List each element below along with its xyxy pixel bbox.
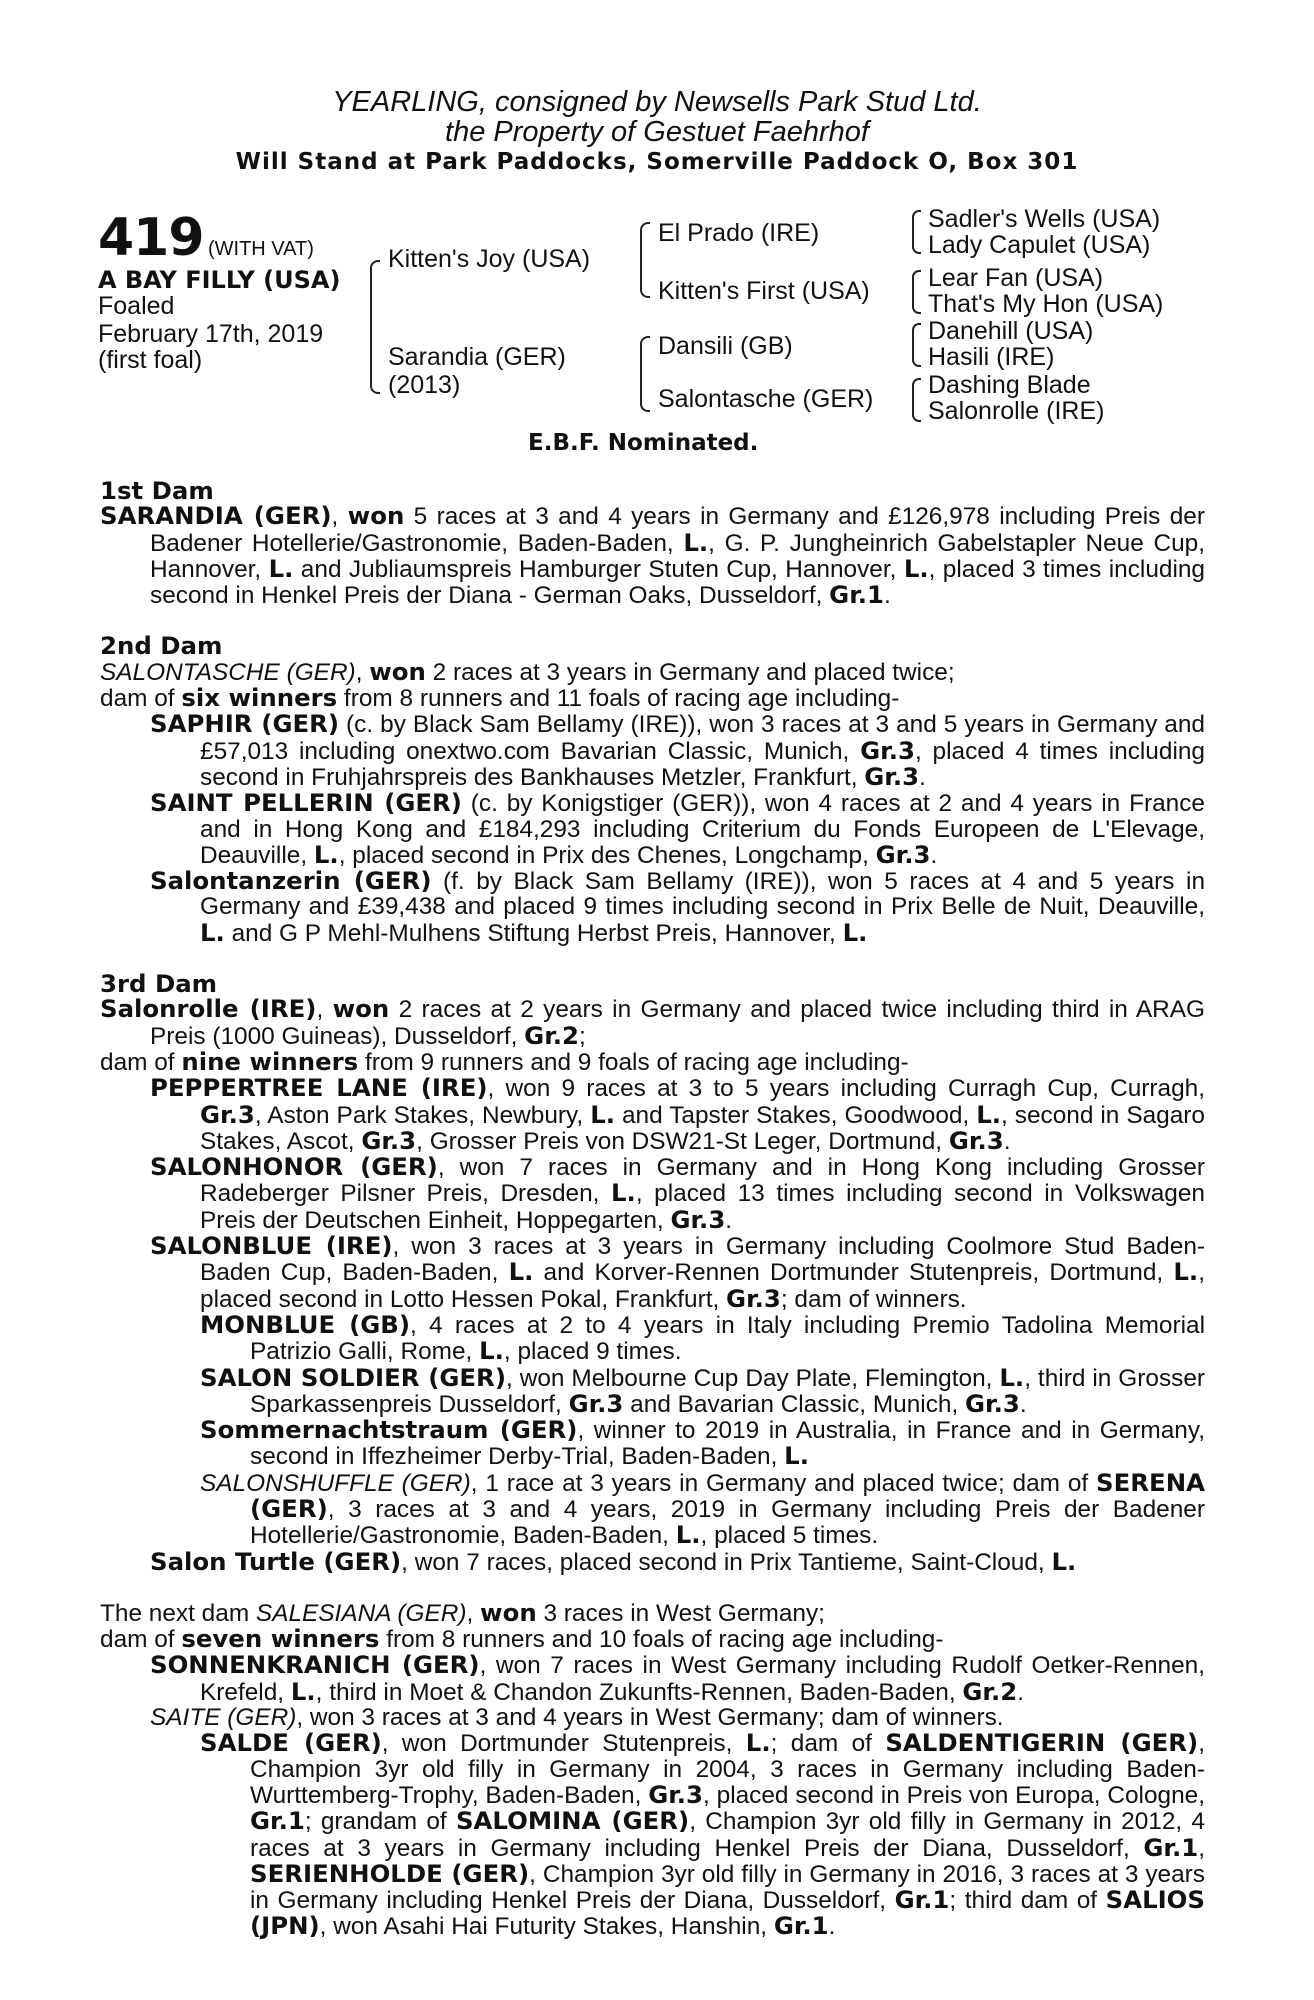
section-heading-3rd-dam: 3rd Dam bbox=[100, 969, 218, 999]
bold-run: Gr.3 bbox=[361, 1125, 417, 1155]
text-run: The next dam bbox=[100, 1599, 256, 1627]
bold-run: Gr.2 bbox=[524, 1020, 579, 1050]
text-run: ; dam of winners. bbox=[780, 1285, 967, 1313]
dsd: Hasili (IRE) bbox=[928, 343, 1055, 371]
text-run: 2 races at 2 years in Germany and placed twice including third in ARAG Preis (1000 Guineas), Dusseldorf, bbox=[150, 996, 1205, 1050]
bold-run: L. bbox=[683, 527, 709, 557]
bold-run: Salon Turtle (GER) bbox=[150, 1546, 402, 1576]
text-run: , placed second in Prix des Chenes, Longchamp, bbox=[338, 841, 876, 869]
bold-run: Sommernachtstraum (GER) bbox=[200, 1415, 578, 1445]
sire-line-brace bbox=[640, 222, 650, 298]
bold-run: L. bbox=[1051, 1546, 1077, 1576]
text-run: . bbox=[919, 763, 926, 791]
bold-run: won bbox=[480, 1597, 537, 1627]
bold-run: L. bbox=[290, 1676, 316, 1706]
italic-run: SALONSHUFFLE (GER) bbox=[200, 1469, 471, 1497]
ds-brace bbox=[912, 323, 921, 367]
bold-run: SALIOS (JPN) bbox=[250, 1885, 1205, 1941]
bold-run: L. bbox=[479, 1336, 504, 1366]
italic-run: SALONTASCHE (GER) bbox=[100, 658, 356, 686]
bold-run: SAINT PELLERIN (GER) bbox=[150, 788, 462, 818]
dam-line-brace bbox=[640, 336, 650, 412]
text-run: . bbox=[1019, 1390, 1027, 1418]
bold-run: L. bbox=[745, 1728, 771, 1758]
bold-run: Gr.1 bbox=[894, 1885, 950, 1915]
bold-run: L. bbox=[611, 1178, 636, 1208]
bold-run: seven winners bbox=[181, 1624, 380, 1654]
dam3-grandproduce-item bbox=[100, 1309, 1205, 1366]
text-run: , placed 5 times. bbox=[700, 1522, 879, 1550]
bold-run: Gr.1 bbox=[773, 1911, 829, 1941]
dam-sire: Dansili (GB) bbox=[658, 332, 793, 360]
bold-run: L. bbox=[784, 1441, 809, 1471]
sdd: That's My Hon (USA) bbox=[928, 290, 1164, 318]
text-run: , bbox=[355, 658, 370, 686]
bold-run: L. bbox=[1173, 1257, 1199, 1287]
pedigree-brace bbox=[370, 260, 380, 394]
bold-run: L. bbox=[313, 839, 339, 869]
dam3-grandproduce-item bbox=[100, 1362, 1206, 1418]
bold-run: L. bbox=[903, 553, 929, 583]
text-run: , third in Grosser Sparkassenpreis Dusseldorf, bbox=[250, 1364, 1206, 1418]
bold-run: L. bbox=[976, 1099, 1002, 1129]
bold-run: MONBLUE (GB) bbox=[200, 1309, 411, 1339]
dam3-produce-item bbox=[100, 1233, 1205, 1312]
bold-run: Salonrolle (IRE) bbox=[100, 994, 317, 1024]
text-run: and Bavarian Classic, Munich, bbox=[623, 1390, 966, 1418]
text-run: and Tapster Stakes, Goodwood, bbox=[615, 1101, 977, 1129]
dam2-produce-summary bbox=[100, 685, 1205, 711]
bold-run: Gr.3 bbox=[648, 1779, 704, 1809]
next-dam-produce-summary bbox=[100, 1626, 1205, 1652]
bold-run: Gr.3 bbox=[568, 1388, 624, 1418]
text-run: , placed second in Lotto Hessen Pokal, Frankfurt, bbox=[200, 1259, 1205, 1313]
dam-year: (2013) bbox=[388, 371, 461, 399]
text-run: , won 3 races at 3 and 4 years in West Germany; dam of winners. bbox=[296, 1704, 1004, 1732]
property-line: the Property of Gestuet Faehrhof bbox=[445, 116, 869, 148]
text-run: , 3 races at 3 and 4 years, 2019 in Germany including Preis der Badener Hotellerie/Gastronomie, Baden-Baden, bbox=[250, 1495, 1205, 1550]
bold-run: Gr.1 bbox=[250, 1806, 305, 1836]
text-run: , placed 9 times. bbox=[503, 1338, 682, 1366]
text-run: , placed 3 times including second in Henkel Preis der Diana - German Oaks, Dusseldorf, bbox=[150, 555, 1205, 610]
bold-run: won bbox=[332, 994, 390, 1024]
text-run: , 4 races at 2 to 4 years in Italy including Premio Tadolina Memorial Patrizio Galli, Rome, bbox=[250, 1311, 1205, 1366]
text-run: , winner to 2019 in Australia, in France and in Germany, second in Iffezheimer Derby-Trial, Baden-Baden, bbox=[250, 1417, 1205, 1471]
text-run: , won Asahi Hai Futurity Stakes, Hanshin, bbox=[319, 1913, 774, 1941]
dam3-produce-item bbox=[100, 1075, 1205, 1154]
dam: Sarandia (GER) bbox=[388, 343, 566, 371]
next-dam-produce-item bbox=[100, 1705, 1205, 1730]
text-run: , third in Moet & Chandon Zukunfts-Rennen, Baden-Baden, bbox=[315, 1678, 963, 1706]
text-run: ; bbox=[578, 1022, 586, 1050]
bold-run: PEPPERTREE LANE (IRE) bbox=[150, 1073, 488, 1103]
text-run: , Champion 3yr old filly in Germany in 2012, 4 races at 3 years in Germany including Henkel Preis der Diana, Dusseldorf, bbox=[250, 1808, 1205, 1862]
bold-run: six winners bbox=[181, 683, 338, 713]
bold-run: L. bbox=[675, 1520, 701, 1550]
text-run: , won 9 races at 3 to 5 years including Curragh Cup, Curragh, bbox=[487, 1075, 1205, 1103]
text-run: . bbox=[725, 1206, 733, 1234]
ddd: Salonrolle (IRE) bbox=[928, 397, 1105, 425]
text-run: ; third dam of bbox=[949, 1887, 1106, 1915]
text-run: from 8 runners and 11 foals of racing age including- bbox=[337, 685, 900, 713]
bold-run: SAPHIR (GER) bbox=[150, 709, 340, 739]
next-dam-produce-item bbox=[100, 1652, 1205, 1705]
text-run: , bbox=[316, 996, 333, 1024]
text-run: . bbox=[828, 1913, 836, 1941]
dam2-produce-item bbox=[100, 790, 1205, 868]
text-run: dam of bbox=[100, 1048, 182, 1076]
bold-run: SALOMINA (GER) bbox=[455, 1806, 690, 1836]
text-run: , second in Sagaro Stakes, Ascot, bbox=[200, 1101, 1205, 1155]
bold-run: Gr.3 bbox=[670, 1204, 726, 1234]
text-run: , won 7 races, placed second in Prix Tantieme, Saint-Cloud, bbox=[401, 1548, 1052, 1576]
bold-run: Gr.3 bbox=[965, 1388, 1020, 1418]
text-run: , bbox=[466, 1599, 481, 1627]
ssd: Lady Capulet (USA) bbox=[928, 231, 1151, 259]
text-run: . bbox=[1003, 1127, 1011, 1155]
dds: Dashing Blade bbox=[928, 371, 1091, 399]
foaled-date: February 17th, 2019 bbox=[98, 320, 324, 348]
bold-run: Gr.3 bbox=[860, 735, 915, 765]
dam2-produce-item bbox=[100, 711, 1205, 790]
text-run: . bbox=[1017, 1678, 1024, 1706]
text-run: 3 races in West Germany; bbox=[536, 1599, 825, 1627]
dd-brace bbox=[912, 378, 921, 422]
dam3-produce-item bbox=[100, 1154, 1205, 1233]
dam-dam: Salontasche (GER) bbox=[658, 385, 874, 413]
text-run: , bbox=[1198, 1834, 1205, 1862]
foal-note: (first foal) bbox=[98, 346, 203, 374]
section-heading-1st-dam: 1st Dam bbox=[100, 476, 214, 505]
text-run: and Korver-Rennen Dortmunder Stutenpreis, Dortmund, bbox=[533, 1259, 1174, 1287]
bold-run: SALON SOLDIER (GER) bbox=[200, 1362, 506, 1392]
text-run: 5 races at 3 and 4 years in Germany and £126,978 including Preis der Badener Hotellerie/Gastronomie, Baden-Baden, bbox=[150, 503, 1205, 557]
bold-run: L. bbox=[842, 917, 868, 947]
text-run: 2 races at 3 years in Germany and placed twice; bbox=[425, 658, 955, 686]
italic-run: SAITE (GER) bbox=[150, 1704, 297, 1732]
text-run: (c. by Black Sam Bellamy (IRE)), won 3 races at 3 and 5 years in Germany and £57,013 including onextwo.com Bavarian Classic, Munich, bbox=[200, 711, 1205, 765]
text-run: ; dam of bbox=[770, 1730, 886, 1758]
bold-run: nine winners bbox=[181, 1046, 359, 1076]
text-run: , 1 race at 3 years in Germany and placed twice; dam of bbox=[470, 1469, 1097, 1497]
bold-run: Gr.3 bbox=[948, 1125, 1004, 1155]
text-run: , won 7 races in West Germany including Rudolf Oetker-Rennen, Krefeld, bbox=[200, 1652, 1206, 1706]
ss-brace bbox=[912, 210, 921, 254]
bold-run: Gr.1 bbox=[1143, 1832, 1199, 1862]
lot-heading bbox=[98, 208, 314, 268]
dam2-produce-item bbox=[100, 868, 1205, 946]
text-run: , won 3 races at 3 years in Germany including Coolmore Stud Baden-Baden Cup, Baden-Baden, bbox=[200, 1233, 1206, 1287]
text-run: and Jubliaumspreis Hamburger Stuten Cup, Hannover, bbox=[293, 555, 904, 583]
bold-run: L. bbox=[200, 917, 225, 947]
bold-run: SALDENTIGERIN (GER) bbox=[885, 1728, 1199, 1758]
produce-record bbox=[100, 478, 1205, 1940]
text-run: , Champion 3yr old filly in Germany in 2016, 3 races at 3 years in Germany including Henkel Preis der Diana, Dusseldorf, bbox=[250, 1860, 1205, 1915]
text-run: , placed 13 times including second in Volkswagen Preis der Deutschen Einheit, Hoppegarten, bbox=[200, 1180, 1205, 1234]
next-dam-record bbox=[100, 1597, 1205, 1627]
bold-run: SONNENKRANICH (GER) bbox=[150, 1650, 480, 1680]
bold-run: Gr.3 bbox=[200, 1099, 255, 1129]
dam2-record bbox=[100, 656, 1205, 686]
bold-run: Gr.1 bbox=[829, 580, 884, 610]
dam3-produce-item bbox=[100, 1546, 1205, 1576]
bold-run: SALDE (GER) bbox=[200, 1728, 382, 1758]
bold-run: won bbox=[347, 501, 405, 531]
text-run: from 9 runners and 9 foals of racing age including- bbox=[358, 1048, 909, 1076]
sds: Lear Fan (USA) bbox=[928, 264, 1104, 292]
bold-run: L. bbox=[268, 553, 294, 583]
text-run: , won Dortmunder Stutenpreis, bbox=[381, 1730, 746, 1758]
dss: Danehill (USA) bbox=[928, 317, 1094, 345]
text-run: , placed second in Preis von Europa, Cologne, bbox=[703, 1781, 1205, 1809]
section-heading-2nd-dam: 2nd Dam bbox=[100, 631, 223, 661]
text-run: and G P Mehl-Mulhens Stiftung Herbst Preis, Hannover, bbox=[224, 919, 843, 947]
bold-run: Salontanzerin (GER) bbox=[150, 866, 432, 896]
text-run: . bbox=[883, 582, 891, 610]
consignor-line: YEARLING, consigned by Newsells Park Stud Ltd. bbox=[332, 86, 982, 118]
bold-run: SALONBLUE (IRE) bbox=[150, 1231, 393, 1261]
text-run: , Champion 3yr old filly in Germany in 2004, 3 races in Germany including Baden-Wurttemberg-Trophy, Baden-Baden, bbox=[250, 1730, 1205, 1809]
text-run: (f. by Black Sam Bellamy (IRE)), won 5 races at 4 and 5 years in Germany and £39,438 and placed 9 times including second in Prix Belle de Nuit, Deauville, bbox=[200, 868, 1206, 921]
text-run: dam of bbox=[100, 685, 182, 713]
vat-note: (WITH VAT) bbox=[208, 238, 314, 260]
bold-run: SERENA (GER) bbox=[250, 1467, 1205, 1523]
sss: Sadler's Wells (USA) bbox=[928, 205, 1161, 233]
lot-number: 419 bbox=[98, 208, 204, 268]
dam3-grandproduce-item bbox=[100, 1467, 1205, 1550]
bold-run: L. bbox=[590, 1099, 615, 1129]
next-dam-grandproduce-item bbox=[100, 1730, 1205, 1939]
text-run: , G. P. Jungheinrich Gabelstapler Neue Cup, Hannover, bbox=[150, 529, 1205, 583]
dam3-produce-summary bbox=[100, 1046, 1205, 1076]
text-run: . bbox=[930, 841, 938, 869]
text-run: , won Melbourne Cup Day Plate, Flemington, bbox=[505, 1364, 1000, 1392]
dam3-record bbox=[100, 996, 1205, 1049]
text-run: , bbox=[331, 503, 348, 531]
bold-run: L. bbox=[999, 1362, 1025, 1392]
bold-run: Gr.3 bbox=[726, 1283, 781, 1313]
foaled-label: Foaled bbox=[98, 292, 175, 320]
sd-brace bbox=[912, 270, 921, 314]
bold-run: Gr.3 bbox=[875, 839, 931, 869]
stand-line: Will Stand at Park Paddocks, Somerville Paddock O, Box 301 bbox=[235, 149, 1079, 175]
lot-title: A BAY FILLY (USA) bbox=[98, 266, 341, 294]
dam3-grandproduce-item bbox=[100, 1417, 1205, 1470]
sire-dam: Kitten's First (USA) bbox=[658, 277, 870, 305]
text-run: from 8 runners and 10 foals of racing age including- bbox=[379, 1626, 944, 1654]
dam1-record bbox=[100, 503, 1205, 608]
bold-run: Gr.2 bbox=[962, 1676, 1018, 1706]
sire-sire: El Prado (IRE) bbox=[658, 219, 820, 247]
text-run: , won 7 races in Germany and in Hong Kong including Grosser Radeberger Pilsner Preis, Dresden, bbox=[200, 1154, 1205, 1208]
text-run: , Grosser Preis von DSW21-St Leger, Dortmund, bbox=[416, 1127, 949, 1155]
bold-run: won bbox=[369, 656, 426, 686]
sire: Kitten's Joy (USA) bbox=[388, 245, 591, 273]
text-run: , placed 4 times including second in Fruhjahrspreis des Bankhauses Metzler, Frankfurt, bbox=[200, 737, 1205, 791]
italic-run: SALESIANA (GER) bbox=[255, 1599, 467, 1627]
text-run: ; grandam of bbox=[304, 1808, 456, 1836]
text-run: (c. by Konigstiger (GER)), won 4 races at 2 and 4 years in France and in Hong Kong and £184,293 including Criterium du Fonds Europeen de L'Elevage, Deauville, bbox=[200, 790, 1205, 869]
bold-run: SALONHONOR (GER) bbox=[150, 1152, 438, 1182]
bold-run: L. bbox=[508, 1257, 534, 1287]
bold-run: Gr.3 bbox=[864, 761, 920, 791]
bold-run: SERIENHOLDE (GER) bbox=[250, 1858, 530, 1888]
bold-run: SARANDIA (GER) bbox=[100, 501, 332, 531]
text-run: , Aston Park Stakes, Newbury, bbox=[254, 1101, 591, 1129]
text-run: dam of bbox=[100, 1626, 182, 1654]
ebf-note: E.B.F. Nominated. bbox=[528, 430, 759, 456]
